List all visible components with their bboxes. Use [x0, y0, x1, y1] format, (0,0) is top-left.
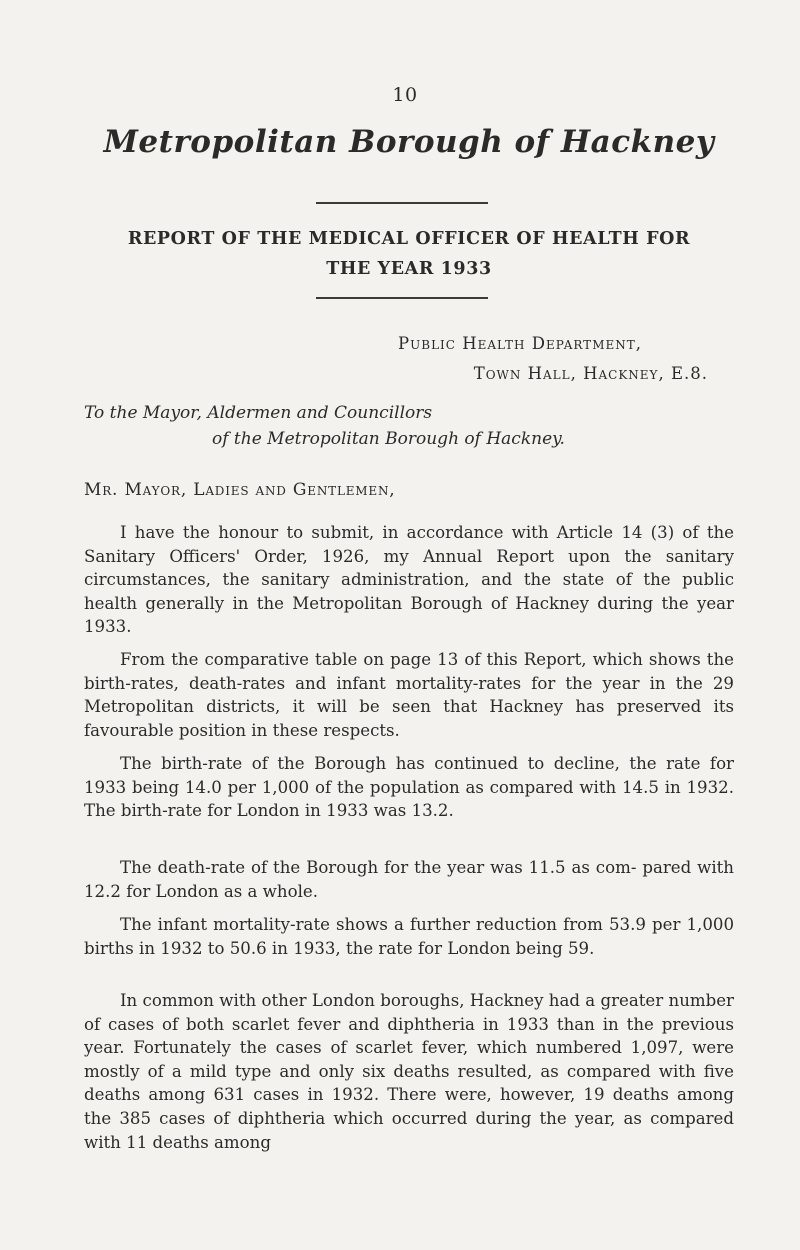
paragraph-4: The death-rate of the Borough for the year was 11.5 as com- pared with 12.2 for London as a whole.: [84, 858, 734, 901]
address-line2: Town Hall, Hackney, E.8.: [473, 364, 708, 383]
paragraph-2: From the comparative table on page 13 of this Report, which shows the birth-rates, death-rates and infant mortality-rates for the year in the 29 Metropolitan districts, it will be seen that Hackney has preserved its favourable position in these respects.: [84, 650, 734, 740]
paragraph-5: The infant mortality-rate shows a further reduction from 53.9 per 1,000 births in 1932 to 50.6 in 1933, the rate for London being 59.: [84, 915, 734, 958]
salutation: Mr. Mayor, Ladies and Gentlemen,: [84, 480, 396, 500]
document-title: Metropolitan Borough of Hackney: [103, 124, 715, 160]
divider-bottom: [316, 297, 488, 299]
addressee-line1: To the Mayor, Aldermen and Councillors: [84, 403, 433, 423]
divider-top: [316, 202, 488, 204]
address-line1: Public Health Department,: [398, 334, 642, 353]
paragraph-1: I have the honour to submit, in accordance with Article 14 (3) of the Sanitary Officers' Order, 1926, my Annual Report upon the sanitary circumstances, the sanitary administration, and the state of the public health generally in the Metropolitan Borough of Hackney during the year 1933.: [84, 523, 734, 637]
report-heading-line2: THE YEAR 1933: [326, 259, 492, 279]
paragraph-6: In common with other London boroughs, Hackney had a greater number of cases of both scarlet fever and diphtheria in 1933 than in the previous year. Fortunately the cases of scarlet fever, which numbered 1,097, were mostly of a mild type and only six deaths resulted, as compared with five deaths among 631 cases in 1932. There were, however, 19 deaths among the 385 cases of diphtheria which occurred during the year, as compared with 11 deaths among: [84, 991, 734, 1152]
page-number: 10: [392, 84, 418, 106]
report-heading-line1: REPORT OF THE MEDICAL OFFICER OF HEALTH FOR: [127, 229, 691, 249]
report-heading: [84, 224, 734, 284]
addressee-line2: of the Metropolitan Borough of Hackney.: [212, 429, 565, 449]
paragraph-3: The birth-rate of the Borough has continued to decline, the rate for 1933 being 14.0 per 1,000 of the population as compared with 14.5 in 1932. The birth-rate for London in 1933 was 13.2.: [84, 754, 734, 821]
